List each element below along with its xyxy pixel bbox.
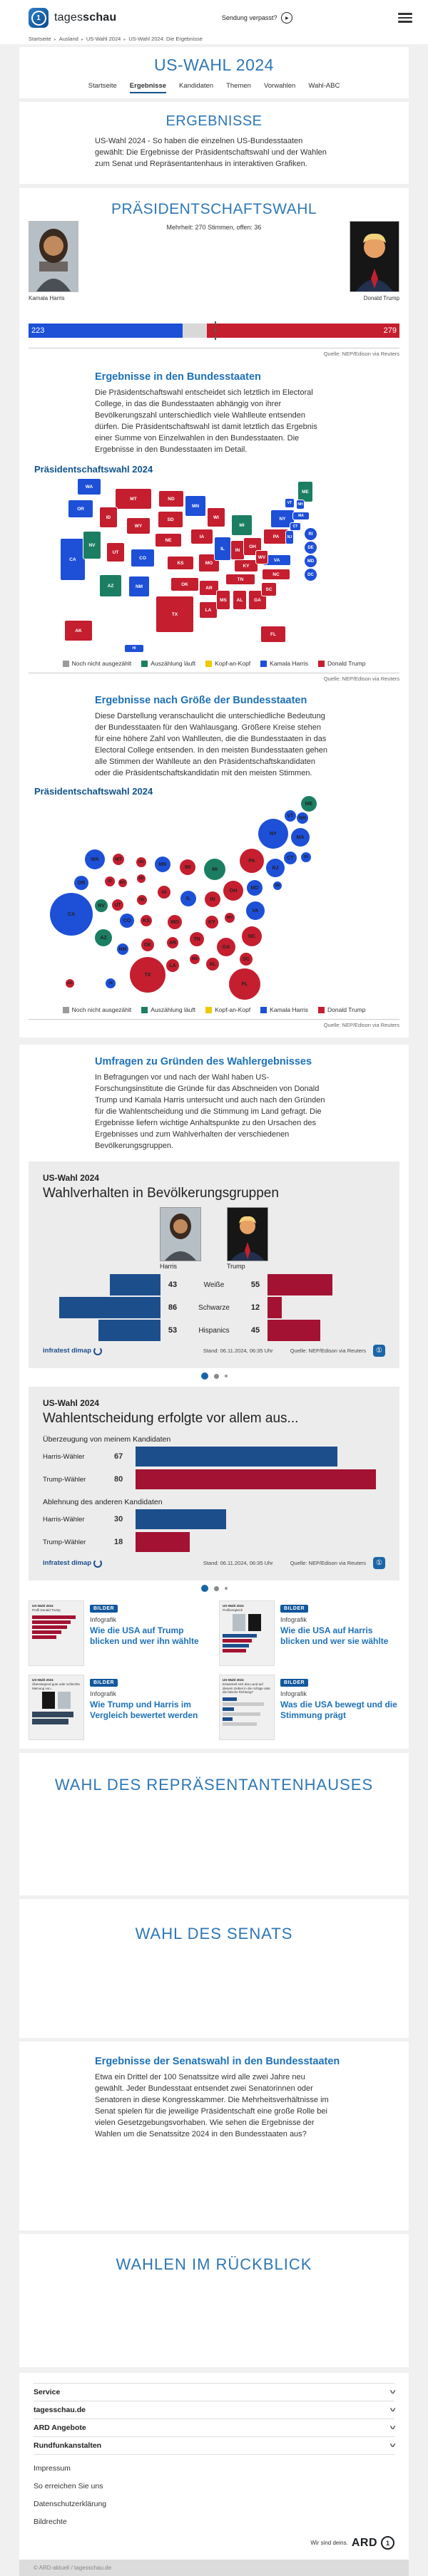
site-footer (19, 2373, 409, 2560)
map-state-OR[interactable]: OR (68, 500, 93, 518)
bubble-state-VA[interactable]: VA (246, 901, 265, 920)
row-label: Harris-Wähler (43, 1452, 85, 1461)
trump-bar-hispanics (268, 1320, 320, 1341)
tab-wahl-abc[interactable]: Wahl-ABC (308, 82, 340, 90)
footer-accordion-tagesschau[interactable]: tagesschau.de ˅ (34, 2401, 394, 2419)
page-title: US-WAHL 2024 (154, 56, 274, 74)
section-tabs (19, 82, 409, 93)
map-state-AK[interactable]: AK (64, 620, 93, 641)
bubble-state-OK[interactable]: OK (141, 938, 154, 951)
bubble-state-UT[interactable]: UT (112, 899, 123, 911)
groesse-heading[interactable]: Ergebnisse nach Größe der Bundesstaaten (95, 695, 307, 706)
bubble-state-NE[interactable]: NE (137, 895, 147, 905)
chevron-down-icon: ˅ (389, 2406, 396, 2414)
map-callout-DE[interactable]: DE (305, 542, 317, 554)
teaser-thumbnail: US-Wahl 2024 Profil Donald Trump (29, 1600, 84, 1666)
bubble-map (29, 797, 399, 1002)
map-state-WI[interactable]: WI (207, 507, 225, 527)
bilder-badge: BILDER (90, 1679, 118, 1687)
demographics-chart-card (29, 1162, 399, 1368)
praesident-title: PRÄSIDENTSCHAFTSWAHL (111, 201, 317, 217)
trump-portrait (350, 222, 399, 291)
teaser-title[interactable]: Wie die USA auf Harris blicken und wer sie wählte (280, 1625, 389, 1646)
trump-value: 12 (250, 1303, 260, 1312)
tagesschau-logo-icon[interactable] (29, 8, 49, 28)
copyright-text: © ARD-aktuell / tagesschau.de (34, 2565, 112, 2571)
bubble-state-OH[interactable]: OH (223, 881, 243, 901)
majority-marker (215, 321, 216, 340)
legend-swatch (205, 1007, 212, 1013)
legend-swatch (141, 661, 148, 667)
carousel-dot[interactable] (225, 1375, 228, 1377)
breadcrumb-item[interactable]: Ausland (58, 36, 78, 42)
trump-col-label: Trump (227, 1263, 245, 1270)
electoral-vote-bar (29, 324, 399, 338)
trump-bar-schwarze (268, 1297, 282, 1318)
footer-link-impressum[interactable]: Impressum (34, 2464, 71, 2473)
legend-item: Donald Trump (318, 660, 365, 667)
bubble-state-CO[interactable]: CO (120, 914, 134, 928)
ergebnisse-intro: US-Wahl 2024 - So haben die einzelnen US-Bundesstaaten gewählt: Die Ergebnisse der Präsidentschaftswahl und der Wahlen zum Senat und Repräsentantenhaus in interaktiven Grafiken. (95, 137, 327, 168)
bubble-state-CT[interactable]: CT (284, 852, 297, 864)
map-state-FL[interactable]: FL (260, 626, 286, 643)
teaser-harris-profil[interactable] (219, 1600, 399, 1666)
bubble-state-NY[interactable]: NY (258, 819, 288, 849)
groesse-text: Diese Darstellung veranschaulicht die unterschiedliche Bedeutung der Bundesstaaten für den Wahlausgang. Größere Kreise stehen für eine höhere Zahl von Wahlleuten, die die Bundesstaaten in das Electoral College entsenden. In den meisten Bundesstaaten gehen alle Stimmen der Wahlleute an den Präsidentschaftskandidaten oder die Präsidentschaftskandidatin mit den meisten Stimmen. (95, 712, 327, 777)
harris-value: 43 (168, 1281, 178, 1289)
breadcrumb-separator-icon: ▸ (81, 38, 83, 42)
teaser-kicker: Infografik (280, 1690, 307, 1697)
category-label: Hispanics (198, 1326, 230, 1335)
hamburger-menu-icon[interactable] (398, 13, 412, 23)
bubble-state-MN[interactable]: MN (155, 857, 170, 872)
chart-title: Wahlverhalten in Bevölkerungsgruppen (43, 1186, 279, 1201)
legend-item: Kopf-an-Kopf (205, 660, 250, 667)
harris-ev-segment (29, 324, 183, 338)
legend-item: Noch nicht ausgezählt (63, 660, 132, 667)
chevron-down-icon: ˅ (389, 2442, 396, 2449)
legend-item: Kopf-an-Kopf (205, 1006, 250, 1013)
bubble-state-AK[interactable]: AK (66, 979, 74, 988)
harris-decision-bar (136, 1509, 226, 1529)
harris-value: 86 (168, 1303, 178, 1312)
bubble-state-OR[interactable]: OR (74, 876, 88, 890)
bubble-state-PA[interactable]: PA (240, 849, 264, 873)
map-state-NY[interactable]: NY (270, 509, 295, 528)
map-state-CT[interactable]: CT (290, 522, 301, 531)
bubble-state-DE[interactable]: DE (273, 881, 282, 890)
trump-photo (350, 221, 399, 292)
map-state-MS[interactable]: MS (216, 590, 230, 610)
bundesstaaten-text: Die Präsidentschaftswahl entscheidet sich letztlich im Electoral College, in das die Bundesstaaten abhängig von ihrer Bevölkerungszahl unterschiedlich viele Wahlleute entsenden dürfen. Die Präsidentschaftswahl ist damit letztlich das Ergebnis einer Summe von Einzelwahlen in den Bundesstaaten. Die Ergebnisse in den Bundesstaaten im Detail. (95, 388, 317, 454)
bundesstaaten-heading[interactable]: Ergebnisse in den Bundesstaaten (95, 371, 261, 383)
map-state-NJ[interactable]: NJ (285, 530, 294, 544)
map-state-WV[interactable]: WV (255, 550, 268, 564)
tagesschau-logo-text[interactable]: tagesschau (54, 11, 117, 24)
tab-vorwahlen[interactable]: Vorwahlen (263, 82, 296, 90)
teaser-title[interactable]: Was die USA bewegt und die Stimmung prägt (280, 1700, 397, 1720)
senat-title: WAHL DES SENATS (135, 1925, 293, 1943)
bubble-state-NM[interactable]: NM (117, 943, 128, 955)
footer-link-kontakt[interactable]: So erreichen Sie uns (34, 2482, 103, 2490)
map-state-CA[interactable]: CA (60, 538, 86, 581)
legend-swatch (260, 1007, 267, 1013)
map-state-AZ[interactable]: AZ (99, 574, 122, 597)
umfragen-card (19, 1045, 409, 1749)
legend-swatch (141, 1007, 148, 1013)
footer-accordion-ard-angebote[interactable]: ARD Angebote ˅ (34, 2419, 394, 2436)
site-header (0, 0, 428, 44)
chevron-down-icon: ˅ (389, 2424, 396, 2431)
breadcrumb-separator-icon: ▸ (123, 38, 126, 42)
teaser-kicker: Infografik (90, 1690, 117, 1697)
legend-item: Kamala Harris (260, 1006, 308, 1013)
source-label: Quelle: NEP/Edison via Reuters (290, 1348, 366, 1354)
chart-title: Wahlentscheidung erfolgte vor allem aus... (43, 1411, 299, 1426)
ard-logo-icon: ① (373, 1557, 385, 1569)
infratest-dimap-logo: infratest dimap (43, 1347, 102, 1355)
carousel-dots (19, 1581, 409, 1596)
missed-show-link[interactable]: Sendung verpasst? (221, 14, 277, 21)
bubble-state-NH[interactable]: NH (297, 812, 308, 824)
trump-ev-value: 279 (383, 326, 397, 335)
ergebnisse-card (19, 102, 409, 184)
map-state-VT[interactable]: VT (285, 498, 295, 508)
map-state-AR[interactable]: AR (199, 580, 219, 596)
map-state-NH[interactable]: NH (296, 500, 305, 509)
teaser-thumbnail: US-Wahl 2024 Entwickelt sich das Land auf diesem Gebiet in die richtige oder die falsche Richtung? (219, 1675, 275, 1740)
infratest-icon (93, 1559, 102, 1568)
repraesentantenhaus-title: WAHL DES REPRÄSENTANTENHAUSES (54, 1776, 374, 1794)
map-state-NM[interactable]: NM (128, 576, 150, 597)
map-state-KS[interactable]: KS (167, 556, 194, 570)
map-state-HI[interactable]: HI (124, 644, 144, 653)
bubble-state-KS[interactable]: KS (141, 915, 152, 926)
breadcrumb (0, 33, 428, 42)
harris-bar-schwarze (59, 1297, 160, 1318)
umfragen-heading[interactable]: Umfragen zu Gründen des Wahlergebnisses (95, 1056, 312, 1067)
demographics-chart (43, 1274, 385, 1341)
row-label: Harris-Wähler (43, 1515, 85, 1524)
bubble-state-MT[interactable]: MT (113, 854, 124, 865)
teaser-title[interactable]: Wie Trump und Harris im Vergleich bewertet werden (90, 1700, 198, 1720)
open-ev-segment (183, 324, 208, 338)
row-value: 18 (114, 1538, 123, 1546)
teaser-grid (29, 1600, 399, 1740)
bubble-state-MD[interactable]: MD (247, 880, 263, 896)
praesidentschaftswahl-card (19, 188, 409, 1038)
bilder-badge: BILDER (90, 1605, 118, 1613)
bubble-state-RI[interactable]: RI (301, 852, 311, 862)
source-note: Quelle: NEP/Edison via Reuters (323, 1022, 399, 1028)
breadcrumb-item[interactable]: US-Wahl 2024: Die Ergebnisse (128, 36, 203, 42)
decision-chart-card (29, 1387, 399, 1581)
map-state-ND[interactable]: ND (158, 490, 184, 507)
harris-photo-small (160, 1207, 201, 1261)
bubble-chart-title: Präsidentschaftswahl 2024 (34, 786, 153, 797)
logo-one-glyph: 1 (31, 11, 46, 26)
harris-name: Kamala Harris (29, 295, 65, 301)
bubble-state-FL[interactable]: FL (229, 968, 260, 1000)
footer-link-datenschutz[interactable]: Datenschutzerklärung (34, 2500, 107, 2508)
bubble-state-LA[interactable]: LA (166, 959, 179, 972)
map-state-CO[interactable]: CO (131, 549, 155, 567)
bubble-state-NJ[interactable]: NJ (266, 859, 285, 877)
map-state-NE[interactable]: NE (155, 533, 182, 547)
breadcrumb-separator-icon: ▸ (54, 38, 56, 42)
map-state-PA[interactable]: PA (263, 529, 289, 544)
ard-brand (310, 2536, 394, 2550)
footer-link-bildrechte[interactable]: Bildrechte (34, 2518, 67, 2526)
tab-themen[interactable]: Themen (226, 82, 251, 90)
infratest-dimap-logo: infratest dimap (43, 1559, 102, 1568)
hero-card (19, 47, 409, 98)
breadcrumb-item[interactable]: US-Wahl 2024 (86, 36, 121, 42)
teaser-stimmung[interactable] (219, 1675, 399, 1740)
bubble-state-WI[interactable]: WI (180, 859, 195, 875)
map-state-GA[interactable]: GA (248, 590, 267, 610)
legend-item: Donald Trump (318, 1006, 365, 1013)
senatswahl-heading[interactable]: Ergebnisse der Senatswahl in den Bundesstaaten (95, 2056, 340, 2067)
bubble-state-TX[interactable]: TX (130, 957, 165, 993)
legend-swatch (318, 1007, 325, 1013)
map-callout-RI[interactable]: RI (305, 528, 317, 540)
bubble-state-WV[interactable]: WV (225, 913, 235, 923)
bubble-state-ND[interactable]: ND (136, 857, 146, 867)
tab-ergebnisse[interactable]: Ergebnisse (130, 82, 166, 93)
map-state-SC[interactable]: SC (261, 582, 277, 596)
bubble-state-NC[interactable]: NC (242, 926, 262, 946)
infratest-icon (93, 1347, 102, 1355)
harris-photo (29, 221, 78, 292)
chart-kicker: US-Wahl 2024 (43, 1173, 99, 1183)
harris-portrait (29, 222, 78, 291)
map-state-ME[interactable]: ME (297, 481, 313, 502)
legend-item: Auszählung läuft (141, 1006, 195, 1013)
chevron-down-icon: ˅ (389, 2389, 396, 2396)
teaser-kicker: Infografik (280, 1616, 307, 1623)
umfragen-text: In Befragungen vor und nach der Wahl haben US-Forschungsinstitute die Gründe für das Abschneiden von Donald Trump und Kamala Harris untersucht und auch nach den Gründen für die Wahlentscheidung und die Stimmung im Land gefragt. Die Ergebnisse liefern wichtige Anhaltspunkte zu den Ursachen des Ergebnisses und zum Wahlverhalten der verschiedenen Bevölkerungsgruppen. (95, 1073, 325, 1150)
map-state-AL[interactable]: AL (233, 590, 247, 610)
footer-accordion-service[interactable]: Service ˅ (34, 2383, 394, 2401)
bubble-state-IN[interactable]: IN (205, 891, 220, 907)
bubble-state-MO[interactable]: MO (168, 915, 182, 929)
teaser-thumbnail: US-Wahl 2024 Überwiegend gute oder schlechte Meinung von... (29, 1675, 84, 1740)
trump-name: Donald Trump (363, 295, 399, 301)
senat-card (19, 1899, 409, 2038)
carousel-dot[interactable] (214, 1586, 219, 1591)
legend-item: Noch nicht ausgezählt (63, 1006, 132, 1013)
legend-swatch (63, 1007, 69, 1013)
ard-wordmark: ARD (351, 2536, 377, 2549)
row-label: Trump-Wähler (43, 1475, 86, 1484)
play-icon[interactable]: ▶ (281, 12, 292, 24)
map-state-IN[interactable]: IN (230, 540, 245, 560)
rueckblick-card (19, 2234, 409, 2367)
map-state-WY[interactable]: WY (126, 517, 151, 534)
trump-value: 55 (250, 1281, 260, 1289)
source-note: Quelle: NEP/Edison via Reuters (323, 676, 399, 682)
bubble-state-HI[interactable]: HI (106, 978, 116, 988)
map-state-VA[interactable]: VA (263, 554, 291, 566)
map-state-LA[interactable]: LA (199, 601, 218, 619)
map-state-SD[interactable]: SD (158, 511, 183, 528)
map-state-ID[interactable]: ID (99, 507, 118, 528)
map-legend (19, 660, 409, 667)
ard-claim: Wir sind deins. (310, 2540, 348, 2546)
footer-accordion-rundfunkanstalten[interactable]: Rundfunkanstalten ˅ (34, 2436, 394, 2455)
category-label: Weiße (203, 1281, 225, 1289)
map-state-OH[interactable]: OH (243, 537, 262, 556)
map-chart-title: Präsidentschaftswahl 2024 (34, 464, 153, 475)
harris-decision-bar (136, 1447, 337, 1467)
bubble-state-SD[interactable]: SD (137, 874, 146, 883)
row-value: 30 (114, 1515, 123, 1524)
bilder-badge: BILDER (280, 1605, 308, 1613)
harris-col-label: Harris (160, 1263, 177, 1270)
category-label: Schwarze (198, 1303, 230, 1312)
bubble-state-CA[interactable]: CA (50, 893, 93, 936)
chart-kicker: US-Wahl 2024 (43, 1398, 99, 1408)
trump-ev-segment (207, 324, 399, 338)
bubble-state-WA[interactable]: WA (85, 849, 105, 869)
harris-value: 53 (168, 1326, 178, 1335)
bubble-state-ME[interactable]: ME (301, 796, 317, 812)
map-state-TX[interactable]: TX (156, 596, 194, 633)
trump-value: 45 (250, 1326, 260, 1335)
group-label: Überzeugung von meinem Kandidaten (43, 1435, 171, 1444)
choropleth-map (29, 477, 399, 656)
teaser-title[interactable]: Wie die USA auf Trump blicken und wer ihn wählte (90, 1625, 199, 1646)
tab-startseite[interactable]: Startseite (88, 82, 117, 90)
harris-bar-hispanics (98, 1320, 160, 1341)
bubble-state-IL[interactable]: IL (180, 891, 196, 906)
map-state-MO[interactable]: MO (198, 554, 220, 572)
majority-line: Mehrheit: 270 Stimmen, offen: 36 (166, 224, 262, 231)
repraesentantenhaus-card (19, 1753, 409, 1895)
senatswahl-card (19, 2042, 409, 2230)
map-state-MI[interactable]: MI (231, 514, 253, 536)
bubble-state-AL[interactable]: AL (206, 958, 219, 971)
bubble-state-VT[interactable]: VT (285, 810, 296, 822)
bubble-state-MS[interactable]: MS (190, 954, 200, 964)
map-state-OK[interactable]: OK (170, 577, 199, 591)
map-state-IL[interactable]: IL (214, 537, 231, 561)
trump-photo-small (227, 1207, 268, 1261)
map-state-UT[interactable]: UT (106, 542, 125, 562)
map-state-MN[interactable]: MN (185, 495, 206, 517)
carousel-dot-active[interactable] (201, 1372, 208, 1380)
bubble-state-AR[interactable]: AR (167, 937, 178, 948)
map-state-WA[interactable]: WA (77, 478, 101, 495)
map-state-TN[interactable]: TN (225, 574, 255, 585)
bubble-state-MI[interactable]: MI (204, 859, 225, 880)
map-callout-DC[interactable]: DC (305, 569, 317, 581)
map-callout-MD[interactable]: MD (305, 555, 317, 567)
bubble-state-KY[interactable]: KY (205, 916, 218, 929)
ard-logo-icon: ① (373, 1345, 385, 1357)
bilder-badge: BILDER (280, 1679, 308, 1687)
trump-decision-bar (136, 1532, 190, 1552)
map-state-KY[interactable]: KY (234, 559, 258, 572)
source-note: Quelle: NEP/Edison via Reuters (323, 351, 399, 357)
legend-item: Auszählung läuft (141, 660, 195, 667)
stand-label: Stand: 06.11.2024, 06:35 Uhr (203, 1348, 273, 1354)
bubble-state-IA[interactable]: IA (158, 886, 170, 899)
row-value: 80 (114, 1475, 123, 1484)
bubble-state-NV[interactable]: NV (95, 899, 108, 912)
teaser-kicker: Infografik (90, 1616, 117, 1623)
map-state-MT[interactable]: MT (115, 488, 152, 509)
bubble-state-GA[interactable]: GA (217, 938, 235, 956)
row-label: Trump-Wähler (43, 1538, 86, 1546)
bubble-state-SC[interactable]: SC (240, 953, 253, 966)
rueckblick-title: WAHLEN IM RÜCKBLICK (116, 2255, 312, 2273)
trump-decision-bar (136, 1469, 376, 1489)
map-state-MA[interactable]: MA (292, 512, 310, 520)
carousel-dot-active[interactable] (201, 1585, 208, 1592)
bubble-state-MA[interactable]: MA (291, 828, 310, 847)
bubble-state-AZ[interactable]: AZ (95, 929, 112, 946)
teaser-trump-profil[interactable] (29, 1600, 209, 1666)
bubble-state-WY[interactable]: WY (118, 879, 127, 887)
source-label: Quelle: NEP/Edison via Reuters (290, 1560, 366, 1566)
tab-kandidaten[interactable]: Kandidaten (179, 82, 214, 90)
group-label: Ablehnung des anderen Kandidaten (43, 1498, 163, 1506)
map-state-NC[interactable]: NC (262, 569, 290, 580)
trump-bar-weisse (268, 1274, 332, 1295)
legend-swatch (260, 661, 267, 667)
harris-bar-weisse (110, 1274, 160, 1295)
copyright-bar (19, 2560, 409, 2576)
legend-swatch (318, 661, 325, 667)
map-state-IA[interactable]: IA (190, 529, 213, 544)
breadcrumb-item[interactable]: Startseite (29, 36, 51, 42)
stand-label: Stand: 06.11.2024, 06:35 Uhr (203, 1560, 273, 1566)
harris-ev-value: 223 (31, 326, 45, 335)
map-state-NV[interactable]: NV (83, 531, 101, 559)
legend-item: Kamala Harris (260, 660, 308, 667)
teaser-thumbnail: US-Wahl 2024 Profilvergleich (219, 1600, 275, 1666)
carousel-dot[interactable] (214, 1374, 219, 1379)
carousel-dots (19, 1368, 409, 1384)
bubble-legend (19, 1006, 409, 1013)
senatswahl-text: Etwa ein Drittel der 100 Senatssitze wird alle zwei Jahre neu gewählt. Jeder Bundesstaat entsendet zwei Senatorinnen oder Senatoren in diese Kongresskammer. Die Mehrheitsverhältnisse im Senat spielen für die jeweilige Präsidentschaft eine große Rolle bei vielen Gesetzgebungsvorhaben. Wie sehen die Ergebnisse der Wahlen um die Senatssitze 2024 in den Bundesstaaten aus? (95, 2073, 329, 2138)
bubble-state-ID[interactable]: ID (105, 876, 115, 886)
ard-one-icon: 1 (381, 2536, 394, 2550)
legend-swatch (205, 661, 212, 667)
row-value: 67 (114, 1452, 123, 1461)
ergebnisse-title: ERGEBNISSE (165, 113, 263, 129)
carousel-dot[interactable] (225, 1587, 228, 1590)
bubble-state-TN[interactable]: TN (190, 932, 204, 946)
legend-swatch (63, 661, 69, 667)
teaser-vergleich[interactable] (29, 1675, 209, 1740)
